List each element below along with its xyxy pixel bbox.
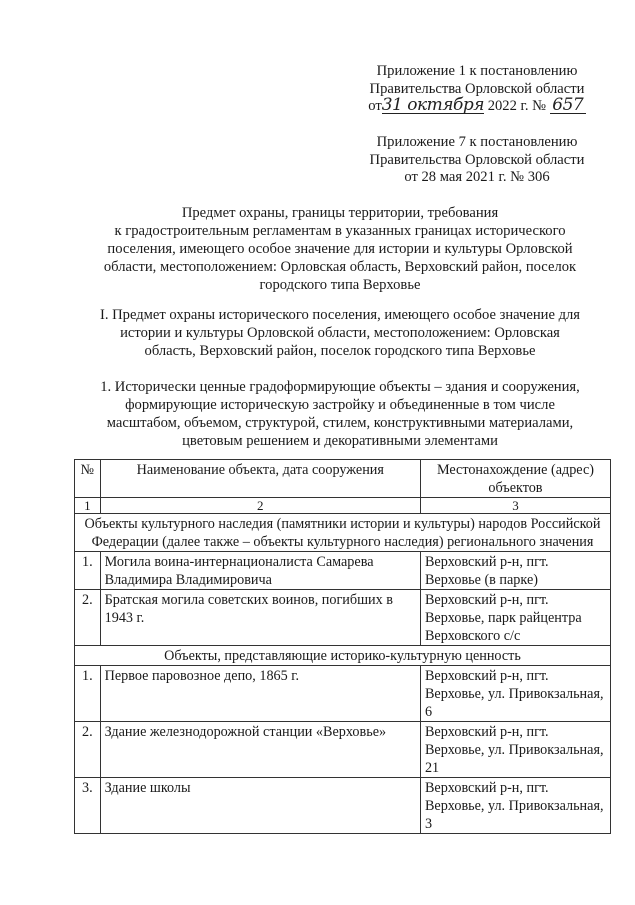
title-line1: Предмет охраны, границы территории, требования <box>181 205 499 221</box>
header-address: Местонахождение (адрес) объектов <box>420 460 610 498</box>
appendix-7-line3: от 28 мая 2021 г. № 306 <box>404 169 550 185</box>
title-line4: области, местоположением: Орловская область, Верховский район, поселок <box>103 259 577 275</box>
header-number: № <box>75 460 101 498</box>
table-header-row <box>75 460 611 498</box>
section-1-line3: область, Верховский район, поселок городского типа Верховье <box>144 343 536 359</box>
appendix-7-header <box>352 134 602 187</box>
table-row <box>75 590 611 646</box>
row-number: 2. <box>75 722 101 778</box>
title-line2: к градостроительным регламентам в указанных границах исторического <box>114 223 566 239</box>
title-line3: поселения, имеющего особое значение для истории и культуры Орловской <box>107 241 573 257</box>
section-1-heading <box>70 306 610 360</box>
table-row <box>75 778 611 834</box>
row-number: 1. <box>75 666 101 722</box>
column-number-row <box>75 498 611 514</box>
group-row-cultural-heritage <box>75 514 611 552</box>
row-name: Здание железнодорожной станции «Верховье» <box>100 722 420 778</box>
handwritten-date: 31 октября <box>381 95 485 115</box>
subsection-1-heading <box>70 378 610 450</box>
row-number: 2. <box>75 590 101 646</box>
table-row <box>75 722 611 778</box>
row-number: 1. <box>75 552 101 590</box>
appendix-1-line1: Приложение 1 к постановлению <box>376 63 578 79</box>
section-1-line2: истории и культуры Орловской области, местоположением: Орловская <box>120 325 560 341</box>
appendix-1-line2: Правительства Орловской области <box>369 80 585 97</box>
row-name: Могила воина-интернационалиста Самарева Владимира Владимировича <box>100 552 420 590</box>
column-number-1: 1 <box>75 498 101 514</box>
table-row <box>75 552 611 590</box>
subsection-1-line2: формирующие историческую застройку и объединенные в том числе <box>125 397 555 413</box>
row-address: Верховский р-н, пгт. Верховье, ул. Привокзальная, 21 <box>420 722 610 778</box>
group-row-historical-value <box>75 646 611 666</box>
group-1-label: Объекты культурного наследия (памятники истории и культуры) народов Российской Федерации (далее также – объекты культурного наследия) регионального значения <box>75 514 611 552</box>
handwritten-number: 657 <box>550 98 586 114</box>
row-name: Братская могила советских воинов, погибших в 1943 г. <box>100 590 420 646</box>
table-row <box>75 666 611 722</box>
column-number-2: 2 <box>100 498 420 514</box>
appendix-7-line1: Приложение 7 к постановлению <box>376 134 578 150</box>
group-2-label: Объекты, представляющие историко-культурную ценность <box>75 646 611 666</box>
row-address: Верховский р-н, пгт. Верховье, ул. Привокзальная, 3 <box>420 778 610 834</box>
date-prefix: от <box>368 98 382 114</box>
header-name: Наименование объекта, дата сооружения <box>100 460 420 498</box>
date-suffix: 2022 г. № <box>487 98 547 114</box>
section-1-line1: I. Предмет охраны исторического поселения, имеющего особое значение для <box>99 307 581 323</box>
subsection-1-line1: 1. Исторически ценные градоформирующие объекты – здания и сооружения, <box>100 379 580 395</box>
row-number: 3. <box>75 778 101 834</box>
column-number-3: 3 <box>420 498 610 514</box>
row-name: Здание школы <box>100 778 420 834</box>
objects-table <box>74 459 611 834</box>
appendix-1-header <box>352 63 602 116</box>
row-address: Верховский р-н, пгт. Верховье, ул. Привокзальная, 6 <box>420 666 610 722</box>
row-address: Верховский р-н, пгт. Верховье (в парке) <box>420 552 610 590</box>
document-title <box>70 204 610 294</box>
subsection-1-line3: масштабом, объемом, структурой, стилем, конструктивными материалами, <box>106 415 574 431</box>
row-name: Первое паровозное депо, 1865 г. <box>100 666 420 722</box>
appendix-7-line2: Правительства Орловской области <box>369 151 585 168</box>
subsection-1-line4: цветовым решением и декоративными элементами <box>182 433 498 449</box>
title-line5: городского типа Верховье <box>259 277 421 293</box>
appendix-1-date-line <box>352 95 602 116</box>
row-address: Верховский р-н, пгт. Верховье, парк райцентра Верховского с/с <box>420 590 610 646</box>
